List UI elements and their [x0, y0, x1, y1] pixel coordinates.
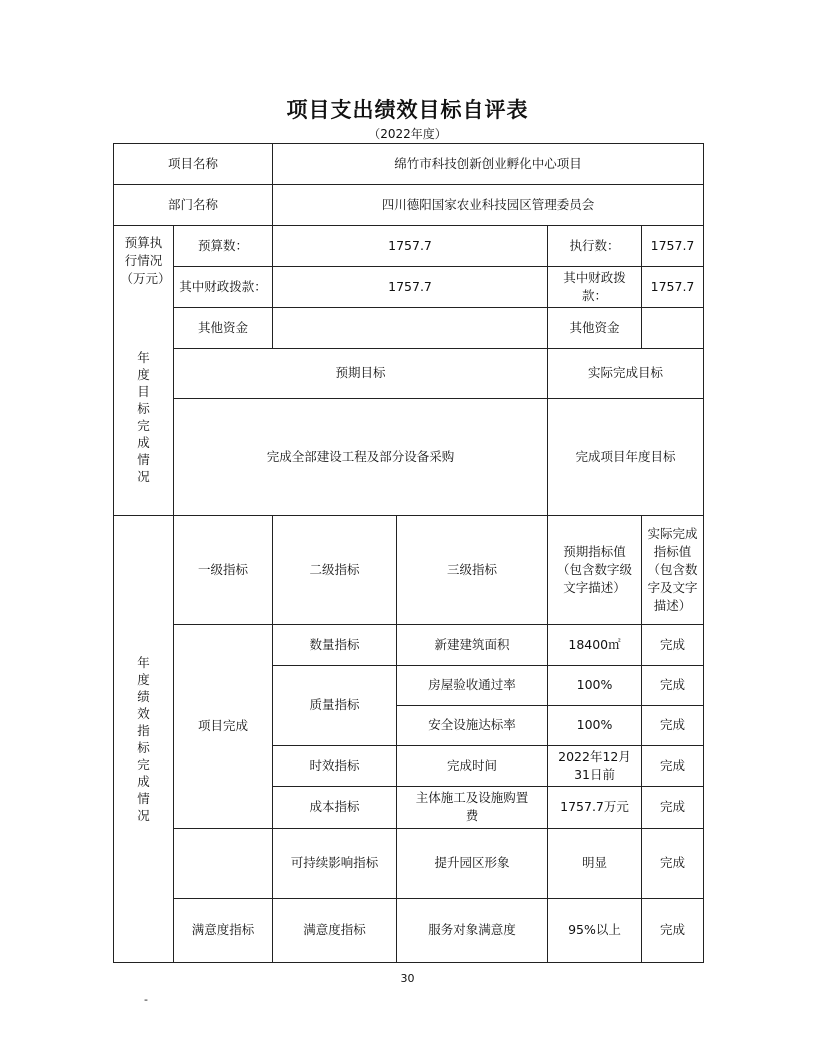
- satisfaction-actual: 完成: [642, 898, 704, 962]
- table-row: [114, 898, 704, 962]
- sustain-level3: 提升园区形象: [397, 828, 548, 898]
- quality-expected-1: 100%: [548, 665, 642, 705]
- satisfaction-expected: 95%以上: [548, 898, 642, 962]
- quantity-indicator: 数量指标: [273, 624, 397, 665]
- project-name-label: 项目名称: [114, 144, 273, 185]
- group-project-completion: 项目完成: [174, 624, 273, 828]
- table-row: [114, 144, 704, 185]
- expected-value-header-text: 预期指标值（包含数字级文字描述）: [557, 543, 633, 595]
- budget-value: 1757.7: [273, 226, 548, 267]
- cost-level3-cell: [397, 786, 548, 828]
- fiscal-exec-label: 其中财政拨款：: [548, 267, 642, 308]
- quality-actual-1: 完成: [642, 665, 704, 705]
- department-value: 四川德阳国家农业科技园区管理委员会: [273, 185, 704, 226]
- quality-actual-2: 完成: [642, 705, 704, 745]
- sustain-expected: 明显: [548, 828, 642, 898]
- exec-value: 1757.7: [642, 226, 704, 267]
- fiscal-label: 其中财政拨款：: [174, 267, 273, 308]
- quality-level3-2: 安全设施达标率: [397, 705, 548, 745]
- table-row: [114, 226, 704, 267]
- level2-header: 二级指标: [273, 515, 397, 624]
- performance-evaluation-table: [113, 143, 704, 963]
- other-funds-value: [273, 308, 548, 349]
- exec-label: 执行数：: [548, 226, 642, 267]
- fiscal-value: 1757.7: [273, 267, 548, 308]
- budget-label: 预算数：: [174, 226, 273, 267]
- page-number: 30: [400, 972, 415, 985]
- form-year: （2022年度）: [368, 127, 447, 141]
- level1-header: 一级指标: [174, 515, 273, 624]
- annual-goal-section-cell: [114, 349, 174, 516]
- expected-goal-value: 完成全部建设工程及部分设备采购: [174, 398, 548, 515]
- cost-expected: 1757.7万元: [548, 786, 642, 828]
- budget-section-label: 预算执行情况（万元）: [120, 235, 171, 286]
- other-funds-exec-value: [642, 308, 704, 349]
- quantity-level3: 新建建筑面积: [397, 624, 548, 665]
- other-funds-exec-label: 其他资金: [548, 308, 642, 349]
- actual-goal-header: 实际完成目标: [548, 349, 704, 399]
- table-row: [114, 828, 704, 898]
- time-level3: 完成时间: [397, 745, 548, 786]
- form-title: 项目支出绩效目标自评表: [286, 98, 529, 122]
- actual-value-header-text: 实际完成指标值（包含数字及文字描述）: [647, 525, 698, 613]
- cost-indicator: 成本指标: [273, 786, 397, 828]
- quality-indicator: 质量指标: [273, 665, 397, 745]
- table-row: [114, 349, 704, 399]
- table-row: [114, 185, 704, 226]
- sustain-actual: 完成: [642, 828, 704, 898]
- department-label: 部门名称: [114, 185, 273, 226]
- table-row: [114, 515, 704, 624]
- time-indicator: 时效指标: [273, 745, 397, 786]
- satisfaction-level1: 满意度指标: [174, 898, 273, 962]
- satisfaction-level3: 服务对象满意度: [397, 898, 548, 962]
- quantity-expected: 18400㎡: [548, 624, 642, 665]
- indicators-section-label: 年度绩效指标完成情况: [137, 654, 150, 823]
- time-expected: 2022年12月31日前: [558, 748, 631, 782]
- sustain-indicator: 可持续影响指标: [273, 828, 397, 898]
- quality-level3-1: 房屋验收通过率: [397, 665, 548, 705]
- footer-mark: -: [144, 993, 148, 1006]
- fiscal-exec-value: 1757.7: [642, 267, 704, 308]
- level3-header: 三级指标: [397, 515, 548, 624]
- annual-goal-section-label: 年度目标完成情况: [137, 349, 150, 484]
- time-expected-cell: [548, 745, 642, 786]
- expected-goal-header: 预期目标: [174, 349, 548, 399]
- time-actual: 完成: [642, 745, 704, 786]
- table-row: [114, 624, 704, 665]
- budget-section-cell: [114, 226, 174, 349]
- quality-expected-2: 100%: [548, 705, 642, 745]
- other-funds-label: 其他资金: [174, 308, 273, 349]
- satisfaction-indicator: 满意度指标: [273, 898, 397, 962]
- actual-goal-value: 完成项目年度目标: [548, 398, 704, 515]
- indicators-section-cell: [114, 515, 174, 962]
- quantity-actual: 完成: [642, 624, 704, 665]
- cost-level3: 主体施工及设施购置费: [415, 790, 529, 823]
- table-row: [114, 267, 704, 308]
- sustain-level1: [174, 828, 273, 898]
- expected-value-header: [548, 515, 642, 624]
- table-row: [114, 308, 704, 349]
- project-name-value: 绵竹市科技创新创业孵化中心项目: [273, 144, 704, 185]
- table-row: [114, 398, 704, 515]
- cost-actual: 完成: [642, 786, 704, 828]
- actual-value-header: [642, 515, 704, 624]
